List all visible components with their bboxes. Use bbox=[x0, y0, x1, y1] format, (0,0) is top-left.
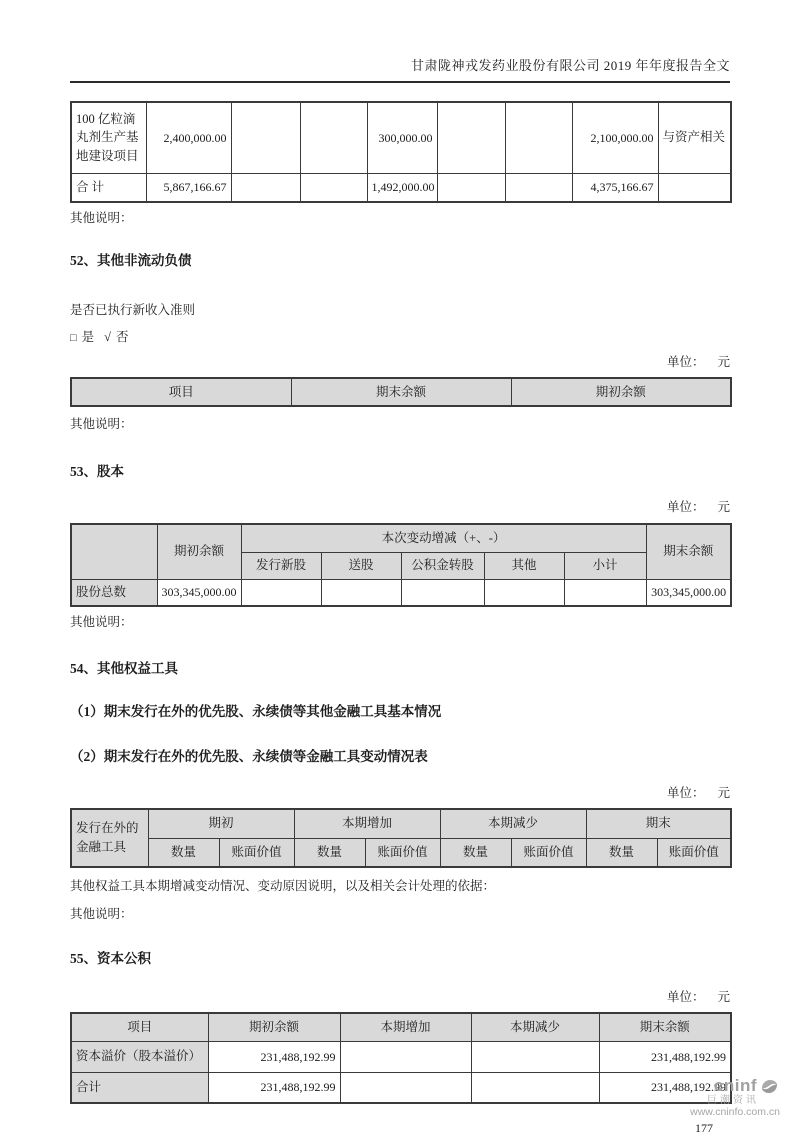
label-yes: 是 bbox=[81, 330, 95, 344]
unit-label-row bbox=[70, 497, 730, 515]
other-note-label: 其他说明： bbox=[70, 615, 133, 629]
header-cell: 数量 bbox=[586, 838, 657, 867]
table-header-row bbox=[71, 1013, 731, 1041]
data-cell bbox=[484, 579, 564, 606]
section-52-heading: 52、其他非流动负债 bbox=[70, 253, 192, 268]
row-label-cell: 股份总数 bbox=[71, 579, 157, 606]
header-cell: 期初余额 bbox=[511, 378, 731, 406]
header-cell: 期末余额 bbox=[599, 1013, 731, 1041]
other-note-label: 其他说明： bbox=[70, 907, 133, 921]
unit-label: 单位： bbox=[666, 500, 705, 514]
header-cell: 数量 bbox=[148, 838, 219, 867]
unit-label-row bbox=[70, 987, 730, 1005]
report-title: 甘肃陇神戎发药业股份有限公司 2019 年年度报告全文 bbox=[410, 58, 730, 73]
row-label-cell: 资本溢价（股本溢价） bbox=[71, 1041, 208, 1072]
other-equity-instruments-table bbox=[70, 808, 732, 868]
header-cell: 账面价值 bbox=[219, 838, 294, 867]
unit-currency: 元 bbox=[717, 786, 730, 800]
table-row bbox=[71, 1041, 731, 1072]
table-header-row bbox=[71, 378, 731, 406]
other-note-label: 其他说明： bbox=[70, 417, 133, 431]
data-cell bbox=[300, 102, 367, 173]
data-cell: 2,100,000.00 bbox=[572, 102, 658, 173]
new-revenue-standard-question: 是否已执行新收入准则 bbox=[70, 303, 196, 317]
share-capital-table bbox=[70, 523, 732, 607]
data-cell bbox=[471, 1041, 599, 1072]
asset-related-cell: 与资产相关 bbox=[658, 102, 731, 173]
header-cell: 公积金转股 bbox=[401, 552, 484, 579]
data-cell bbox=[658, 173, 731, 202]
section-54-sub2-heading: （2）期末发行在外的优先股、永续债等金融工具变动情况表 bbox=[70, 749, 428, 764]
header-cell: 本期增加 bbox=[340, 1013, 471, 1041]
header-cell: 账面价值 bbox=[657, 838, 731, 867]
data-cell bbox=[471, 1072, 599, 1103]
data-cell: 5,867,166.67 bbox=[146, 173, 231, 202]
data-cell: 303,345,000.00 bbox=[646, 579, 731, 606]
capital-reserve-table bbox=[70, 1012, 732, 1104]
data-cell bbox=[437, 173, 505, 202]
header-cell: 项目 bbox=[71, 378, 291, 406]
table-header-row bbox=[71, 524, 731, 552]
data-cell bbox=[437, 102, 505, 173]
data-cell bbox=[505, 173, 572, 202]
data-cell: 2,400,000.00 bbox=[146, 102, 231, 173]
deferred-income-table bbox=[70, 101, 732, 203]
unit-currency: 元 bbox=[717, 355, 730, 369]
section-54-sub1-heading: （1）期末发行在外的优先股、永续债等其他金融工具基本情况 bbox=[70, 704, 442, 719]
unit-label: 单位： bbox=[666, 990, 705, 1004]
data-cell bbox=[300, 173, 367, 202]
data-cell: 231,488,192.99 bbox=[599, 1072, 731, 1103]
header-cell: 期初余额 bbox=[157, 524, 241, 579]
table-subheader-row bbox=[71, 838, 731, 867]
data-cell bbox=[321, 579, 401, 606]
data-cell bbox=[340, 1072, 471, 1103]
new-revenue-standard-answer bbox=[70, 327, 730, 345]
unit-label: 单位： bbox=[666, 786, 705, 800]
data-cell: 303,345,000.00 bbox=[157, 579, 241, 606]
data-cell: 300,000.00 bbox=[367, 102, 437, 173]
cninfo-logo-text: cninf bbox=[713, 1076, 757, 1096]
header-cell: 账面价值 bbox=[365, 838, 440, 867]
unit-currency: 元 bbox=[717, 500, 730, 514]
header-cell-change-group: 本次变动增减（+、-） bbox=[241, 524, 646, 552]
checkmark-no-icon: √ bbox=[104, 330, 112, 344]
cninfo-logo-row bbox=[690, 1076, 780, 1097]
table-total-row bbox=[71, 173, 731, 202]
equity-change-note: 其他权益工具本期增减变动情况、变动原因说明，以及相关会计处理的依据： bbox=[70, 879, 496, 893]
header-cell-blank bbox=[71, 524, 157, 579]
cninfo-logo bbox=[690, 1076, 780, 1119]
project-name-cell: 100 亿粒滴丸剂生产基地建设项目 bbox=[71, 102, 146, 173]
report-header bbox=[70, 55, 730, 83]
total-label-cell: 合计 bbox=[71, 1072, 208, 1103]
header-cell: 小计 bbox=[564, 552, 646, 579]
unit-label-row bbox=[70, 352, 730, 370]
data-cell bbox=[340, 1041, 471, 1072]
cninfo-swirl-icon bbox=[759, 1076, 780, 1097]
header-cell: 送股 bbox=[321, 552, 401, 579]
data-cell: 1,492,000.00 bbox=[367, 173, 437, 202]
data-cell: 231,488,192.99 bbox=[599, 1041, 731, 1072]
data-cell: 4,375,166.67 bbox=[572, 173, 658, 202]
header-cell: 本期减少 bbox=[440, 809, 586, 838]
other-noncurrent-liabilities-table bbox=[70, 377, 732, 407]
table-header-row bbox=[71, 809, 731, 838]
total-label-cell: 合 计 bbox=[71, 173, 146, 202]
table-row bbox=[71, 102, 731, 173]
section-53-heading: 53、股本 bbox=[70, 464, 124, 479]
data-cell bbox=[231, 173, 300, 202]
data-cell: 231,488,192.99 bbox=[208, 1041, 340, 1072]
table-total-row bbox=[71, 1072, 731, 1103]
cninfo-logo-caption: 巨潮资讯 bbox=[707, 1095, 759, 1106]
header-cell: 账面价值 bbox=[511, 838, 586, 867]
checkbox-yes-icon: □ bbox=[70, 332, 77, 344]
header-cell: 本期减少 bbox=[471, 1013, 599, 1041]
data-cell bbox=[231, 102, 300, 173]
page-number: 177 bbox=[695, 1121, 713, 1135]
section-54-heading: 54、其他权益工具 bbox=[70, 661, 178, 676]
table-row bbox=[71, 579, 731, 606]
data-cell bbox=[564, 579, 646, 606]
header-cell: 其他 bbox=[484, 552, 564, 579]
header-cell: 期初 bbox=[148, 809, 294, 838]
cninfo-logo-url: www.cninfo.com.cn bbox=[690, 1106, 780, 1118]
header-cell: 期末 bbox=[586, 809, 731, 838]
data-cell bbox=[505, 102, 572, 173]
data-cell bbox=[241, 579, 321, 606]
header-cell: 发行新股 bbox=[241, 552, 321, 579]
unit-label: 单位： bbox=[666, 355, 705, 369]
label-no: 否 bbox=[116, 330, 129, 344]
report-page-content bbox=[70, 0, 730, 1136]
header-cell: 期末余额 bbox=[646, 524, 731, 579]
other-note-label: 其他说明： bbox=[70, 211, 133, 225]
header-cell: 期初余额 bbox=[208, 1013, 340, 1041]
header-cell: 项目 bbox=[71, 1013, 208, 1041]
header-cell: 期末余额 bbox=[291, 378, 511, 406]
unit-currency: 元 bbox=[717, 990, 730, 1004]
data-cell bbox=[401, 579, 484, 606]
section-55-heading: 55、资本公积 bbox=[70, 951, 151, 966]
header-cell: 本期增加 bbox=[294, 809, 440, 838]
data-cell: 231,488,192.99 bbox=[208, 1072, 340, 1103]
header-cell-instrument: 发行在外的金融工具 bbox=[71, 809, 148, 867]
unit-label-row bbox=[70, 783, 730, 801]
header-cell: 数量 bbox=[440, 838, 511, 867]
header-cell: 数量 bbox=[294, 838, 365, 867]
